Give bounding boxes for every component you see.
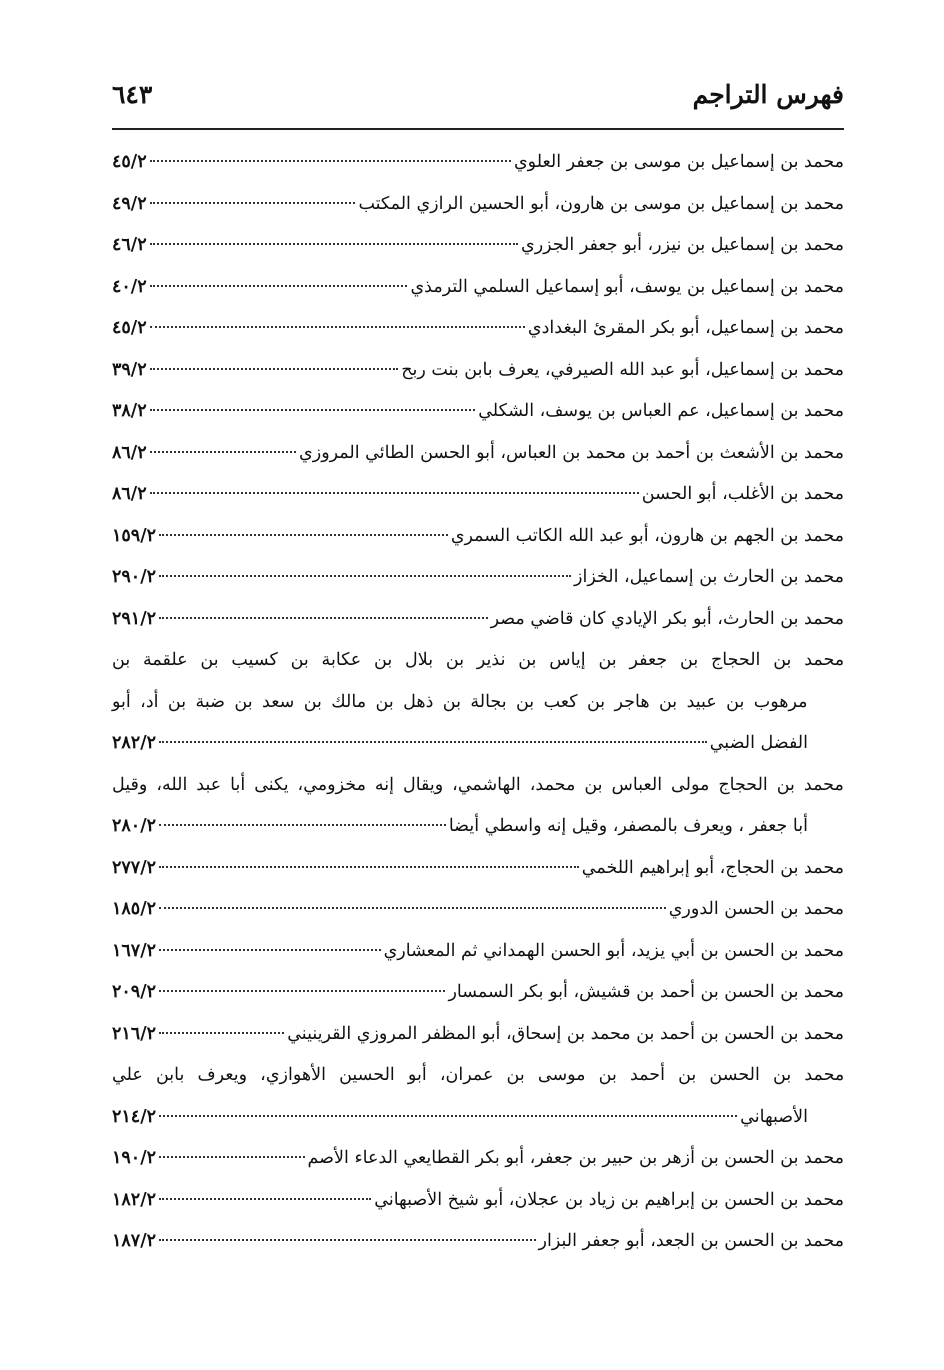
entry-name: محمد بن الحارث، أبو بكر الإيادي كان قاضي مصر: [490, 608, 844, 629]
entry-name: محمد بن إسماعيل بن موسى بن جعفر العلوي: [513, 152, 844, 172]
dot-leader: [150, 325, 525, 328]
dot-leader: [159, 1197, 371, 1200]
dot-leader: [159, 740, 707, 743]
entry-reference: ٢٩٠/٢: [112, 567, 156, 587]
entry-line: [112, 1180, 844, 1222]
entry-list: [112, 142, 844, 1263]
entry-line: [112, 1014, 844, 1056]
dot-leader: [159, 865, 579, 868]
entry-line: [112, 474, 844, 516]
entry-reference: ٣٩/٢: [112, 359, 147, 380]
entry-line: [112, 848, 844, 890]
entry-name: محمد بن الأشعث بن أحمد بن محمد بن العباس، أبو الحسن الطائي المروزي: [299, 442, 844, 463]
entry-line: [112, 1221, 844, 1263]
entry-reference: ٤٥/٢: [112, 318, 147, 338]
dot-leader: [159, 1238, 536, 1241]
entry-name: محمد بن إسماعيل، عم العباس بن يوسف، الشكلي: [478, 401, 844, 421]
index-entry: [112, 889, 844, 931]
entry-reference: ١٩٠/٢: [112, 1148, 156, 1168]
dot-leader: [159, 906, 666, 909]
entry-reference: ١٨٧/٢: [112, 1231, 156, 1251]
entry-line: [112, 723, 844, 765]
index-entry: [112, 1014, 844, 1056]
entry-name: محمد بن الحجاج مولى العباس بن محمد، الهاشمي، ويقال إنه مخزومي، يكنى أبا عبد الله، وقيل: [112, 774, 844, 795]
entry-name: محمد بن الحسن بن أحمد بن قشيش، أبو بكر السمسار: [448, 982, 844, 1002]
entry-line: [112, 308, 844, 350]
entry-reference: ٣٨/٢: [112, 401, 147, 421]
entry-name: أبا جعفر ، ويعرف بالمصفر، وقيل إنه واسطي أيضا: [448, 816, 808, 836]
entry-name: محمد بن الحارث بن إسماعيل، الخزاز: [574, 567, 844, 587]
entry-line: [112, 1138, 844, 1180]
dot-leader: [150, 491, 639, 494]
entry-name: محمد بن إسماعيل بن نيزر، أبو جعفر الجزري: [521, 235, 844, 255]
entry-reference: ٨٦/٢: [112, 442, 147, 463]
entry-line: [112, 225, 844, 267]
entry-line: [112, 267, 844, 309]
entry-name: محمد بن الحسن بن أحمد بن موسى بن عمران، أبو الحسين الأهوازي، ويعرف بابن علي: [112, 1065, 845, 1085]
entry-reference: ١٦٧/٢: [112, 940, 156, 961]
entry-name: الفضل الضبي: [709, 733, 808, 753]
dot-leader: [159, 1114, 737, 1117]
entry-name: الأصبهاني: [740, 1106, 808, 1127]
dot-leader: [150, 408, 476, 411]
entry-reference: ٢٠٩/٢: [112, 982, 156, 1002]
entry-line: [112, 557, 844, 599]
entry-name: محمد بن الحجاج، أبو إبراهيم اللخمي: [581, 857, 844, 878]
entry-reference: ٨٦/٢: [112, 484, 147, 504]
entry-name: مرهوب بن عبيد بن هاجر بن كعب بن بجالة بن ذهل بن مالك بن سعد بن ضبة بن أد، أبو: [112, 691, 808, 712]
entry-line: [112, 516, 844, 558]
dot-leader: [159, 1031, 284, 1034]
dot-leader: [150, 159, 511, 162]
entry-name: محمد بن الأغلب، أبو الحسن: [641, 484, 844, 504]
entry-reference: ١٨٢/٢: [112, 1189, 156, 1210]
entry-line: [112, 682, 844, 724]
dot-leader: [159, 574, 571, 577]
index-entry: [112, 308, 844, 350]
entry-reference: ٤٦/٢: [112, 235, 147, 255]
index-entry: [112, 765, 844, 848]
dot-leader: [159, 989, 445, 992]
entry-name: محمد بن إسماعيل، أبو بكر المقرئ البغدادي: [527, 318, 844, 338]
entry-reference: ١٥٩/٢: [112, 525, 156, 546]
entry-name: محمد بن الحجاج بن جعفر بن إياس بن نذير بن بلال بن عكابة بن كسيب بن علقمة بن: [112, 650, 845, 670]
header-rule: [112, 128, 844, 130]
entry-reference: ٤٩/٢: [112, 193, 147, 214]
index-entry: [112, 931, 844, 973]
entry-line: [112, 184, 844, 226]
entry-name: محمد بن الحسن بن أزهر بن حبير بن جعفر، أبو بكر القطايعي الدعاء الأصم: [307, 1148, 844, 1168]
entry-line: [112, 889, 844, 931]
index-entry: [112, 972, 844, 1014]
entry-line: [112, 391, 844, 433]
dot-leader: [159, 1155, 305, 1158]
entry-name: محمد بن الحسن بن الجعد، أبو جعفر البزار: [538, 1231, 844, 1251]
dot-leader: [159, 823, 446, 826]
index-entry: [112, 516, 844, 558]
entry-line: [112, 972, 844, 1014]
index-entry: [112, 433, 844, 475]
index-entry: [112, 848, 844, 890]
entry-line: [112, 1055, 844, 1097]
entry-reference: ٤٥/٢: [112, 152, 147, 172]
header-title: فهرس التراجم: [692, 80, 844, 109]
entry-name: محمد بن الحسن الدوري: [668, 899, 844, 919]
entry-line: [112, 433, 844, 475]
entry-reference: ٢٨٠/٢: [112, 816, 156, 836]
index-entry: [112, 350, 844, 392]
index-entry: [112, 1055, 844, 1138]
dot-leader: [150, 450, 296, 453]
entry-reference: ٢٧٧/٢: [112, 857, 156, 878]
index-entry: [112, 474, 844, 516]
entry-name: محمد بن إسماعيل، أبو عبد الله الصيرفي، يعرف بابن بنت ربح: [401, 359, 844, 380]
index-entry: [112, 267, 844, 309]
entry-reference: ٢١٦/٢: [112, 1023, 156, 1044]
dot-leader: [150, 284, 408, 287]
index-entry: [112, 142, 844, 184]
dot-leader: [159, 616, 488, 619]
index-entry: [112, 1138, 844, 1180]
page-header: [112, 72, 844, 118]
index-entry: [112, 1180, 844, 1222]
entry-name: محمد بن إسماعيل بن يوسف، أبو إسماعيل السلمي الترمذي: [410, 276, 844, 297]
index-entry: [112, 225, 844, 267]
entry-line: [112, 1097, 844, 1139]
dot-leader: [159, 533, 448, 536]
dot-leader: [150, 242, 518, 245]
entry-reference: ٤٠/٢: [112, 276, 147, 297]
index-entry: [112, 640, 844, 765]
entry-name: محمد بن الحسن بن أحمد بن محمد بن إسحاق، أبو المظفر المروزي القرينيني: [287, 1023, 844, 1044]
entry-reference: ٢١٤/٢: [112, 1106, 156, 1127]
entry-line: [112, 806, 844, 848]
index-entry: [112, 391, 844, 433]
dot-leader: [150, 201, 356, 204]
dot-leader: [150, 367, 399, 370]
dot-leader: [159, 948, 381, 951]
index-entry: [112, 184, 844, 226]
entry-reference: ١٨٥/٢: [112, 899, 156, 919]
entry-name: محمد بن الحسن بن إبراهيم بن زياد بن عجلان، أبو شيخ الأصبهاني: [374, 1189, 844, 1210]
entry-name: محمد بن إسماعيل بن موسى بن هارون، أبو الحسين الرازي المكتب: [358, 193, 844, 214]
entry-line: [112, 931, 844, 973]
entry-line: [112, 142, 844, 184]
entry-line: [112, 640, 844, 682]
index-entry: [112, 1221, 844, 1263]
entry-line: [112, 765, 844, 807]
index-entry: [112, 557, 844, 599]
entry-name: محمد بن الجهم بن هارون، أبو عبد الله الكاتب السمري: [450, 525, 844, 546]
page-number: ٦٤٣: [112, 80, 153, 109]
entry-reference: ٢٩١/٢: [112, 608, 156, 629]
entry-line: [112, 599, 844, 641]
entry-name: محمد بن الحسن بن أبي يزيد، أبو الحسن الهمداني ثم المعشاري: [383, 940, 844, 961]
entry-reference: ٢٨٢/٢: [112, 733, 156, 753]
entry-line: [112, 350, 844, 392]
index-entry: [112, 599, 844, 641]
